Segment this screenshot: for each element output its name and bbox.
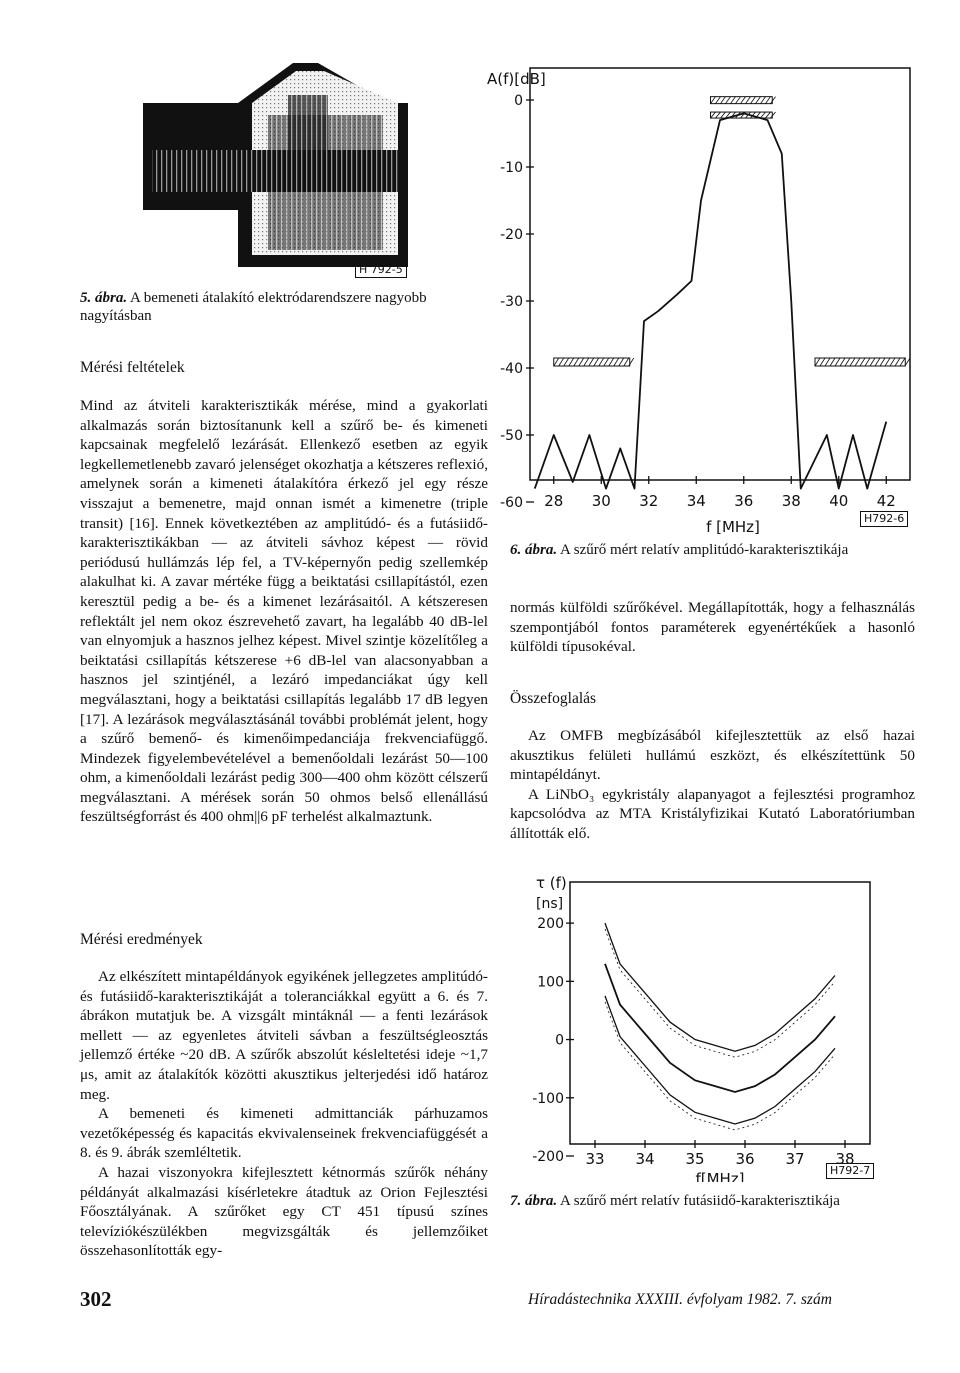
figure-6-tolerance-top-hatch bbox=[756, 97, 761, 104]
figure-7-frame bbox=[570, 882, 870, 1144]
figure-7-x-tick-label: 34 bbox=[635, 1150, 655, 1168]
figure-5-caption-label: 5. ábra. bbox=[80, 290, 128, 306]
figure-6-tolerance-right-hatch bbox=[875, 358, 880, 366]
figure-6-tolerance-right-hatch bbox=[885, 358, 890, 366]
figure-7-caption bbox=[510, 1192, 930, 1210]
figure-6-tolerance-top-hatch bbox=[721, 97, 726, 104]
figure-6-tolerance-right-hatch bbox=[825, 358, 830, 366]
figure-7-tag: H792-7 bbox=[826, 1163, 874, 1179]
figure-7-y-tick-label: 200 bbox=[537, 916, 564, 933]
figure-7-x-tick-label: 36 bbox=[735, 1150, 755, 1168]
figure-5-tag: H 792-5 bbox=[355, 262, 407, 278]
figure-7-y-tick-label: 0 bbox=[555, 1032, 564, 1049]
journal-footer: Híradástechnika XXXIII. évfolyam 1982. 7. szám bbox=[528, 1291, 832, 1308]
figure-6-tolerance-inner-hatch bbox=[761, 112, 766, 118]
figure-6-tolerance-top-hatch bbox=[741, 97, 746, 104]
figure-6-tolerance-left-hatch bbox=[589, 358, 594, 366]
figure-6-tolerance-left-hatch bbox=[554, 358, 559, 366]
figure-7-x-tick-label: 35 bbox=[685, 1150, 705, 1168]
figure-7-x-tick-label: 33 bbox=[585, 1150, 605, 1168]
figure-6-tolerance-inner-hatch bbox=[721, 112, 726, 118]
figure-7-y-tick-label: -200 bbox=[532, 1149, 564, 1165]
figure-6-tolerance-left-hatch bbox=[569, 358, 574, 366]
figure-6-tolerance-right-hatch bbox=[855, 358, 860, 366]
left-paragraph-4-text: A hazai viszonyokra kifejlesztett kétnormás szűrők néhány példányát alkalmazási kísérletekre átadtuk az Orion Fejlesztési Főosztályának. A szűrőket egy CT 451 típusú színes televíziókészülékben megvizsgálták és jellemzőiket összehasonlították egy- bbox=[80, 1163, 488, 1260]
figure-6-y-tick-label: -20 bbox=[500, 227, 523, 243]
left-paragraph-2 bbox=[80, 967, 488, 1261]
figure-6-response-curve bbox=[535, 113, 887, 488]
left-paragraph-3-text: A bemeneti és kimeneti admittanciák párhuzamos vezetőképesség és kapacitás ekvivalenseinek frekvenciafüggését a 8. és 9. ábrák szemléltetik. bbox=[80, 1105, 488, 1162]
figure-6-y-tick-label: -10 bbox=[500, 160, 523, 176]
figure-6-tolerance-right-hatch bbox=[870, 358, 875, 366]
right-paragraph-3-text: A LiNbO₃ egykristály alapanyagot a fejlesztési programhoz kapcsolódva az MTA Kristályfizikai Kutató Laboratóriumban állították elő. bbox=[510, 785, 915, 842]
figure-6-tag: H792-6 bbox=[860, 511, 908, 527]
figure-6-tolerance-left-hatch bbox=[599, 358, 604, 366]
figure-6-x-tick-label: 30 bbox=[591, 492, 611, 510]
figure-6-frame bbox=[530, 68, 910, 480]
figure-6-tolerance-right-hatch bbox=[880, 358, 885, 366]
page-number: 302 bbox=[80, 1287, 112, 1311]
figure-6-tolerance-left-hatch bbox=[579, 358, 584, 366]
figure-6-y-axis-label: A(f)[dB] bbox=[487, 70, 546, 88]
figure-6-tolerance-inner-hatch bbox=[766, 112, 771, 118]
figure-6-y-tick-label: -50 bbox=[500, 428, 523, 444]
figure-6-tolerance-right-hatch bbox=[865, 358, 870, 366]
figure-6-x-tick-label: 32 bbox=[639, 492, 659, 510]
figure-7-caption-text: A szűrő mért relatív futásiidő-karakterisztikája bbox=[560, 1193, 840, 1209]
figure-6-tolerance-right bbox=[815, 358, 905, 366]
figure-7-upper-tolerance-hatch bbox=[605, 929, 835, 1057]
heading-measurement-conditions: Mérési feltételek bbox=[80, 359, 185, 376]
figure-6-tolerance-top-hatch bbox=[771, 97, 776, 104]
figure-6-tolerance-right-hatch bbox=[835, 358, 840, 366]
figure-7-chart bbox=[520, 862, 880, 1182]
figure-6-tolerance-left-hatch bbox=[614, 358, 619, 366]
figure-6-tolerance-inner-hatch bbox=[771, 112, 776, 118]
figure-5-caption-text: A bemeneti átalakító elektródarendszere nagyobb nagyításban bbox=[80, 290, 427, 324]
figure-7-y-tick-label: -100 bbox=[532, 1090, 564, 1107]
figure-6-tolerance-left-hatch bbox=[609, 358, 614, 366]
figure-6-tolerance-inner-hatch bbox=[711, 112, 716, 118]
figure-6-tolerance-top-hatch bbox=[761, 97, 766, 104]
figure-6-y-tick-label: -40 bbox=[500, 361, 523, 377]
figure-6-chart bbox=[485, 60, 925, 540]
left-paragraph-2-text: Az elkészített mintapéldányok egyikének jellegzetes amplitúdó- és futásiidő-karakterisztikáját a toleranciákkal együtt a 6. és 7. ábrákon mutatjuk be. A vizsgált mintáknál — a fenti lezárások mellett — az egyenletes átviteli sávban a feszültségleosztás jellemző értéke ~20 dB. A szűrők abszolút késleltetési ideje ~1,7 μs, amit az átalakítók közötti akusztikus jelterjedési idő határoz meg. bbox=[80, 968, 488, 1103]
heading-measurement-results: Mérési eredmények bbox=[80, 931, 203, 948]
figure-6-x-tick-label: 28 bbox=[544, 492, 564, 510]
figure-7-caption-label: 7. ábra. bbox=[510, 1193, 558, 1209]
figure-7-delay-curve bbox=[605, 964, 835, 1092]
heading-summary: Összefoglalás bbox=[510, 690, 597, 707]
figure-6-tolerance-right-hatch bbox=[820, 358, 825, 366]
figure-6-x-tick-label: 40 bbox=[829, 492, 849, 510]
figure-5-caption bbox=[80, 289, 480, 325]
figure-6-tolerance-inner-hatch bbox=[716, 112, 721, 118]
figure-6-x-tick-label: 42 bbox=[876, 492, 896, 510]
figure-7-x-tick-label: 37 bbox=[785, 1150, 805, 1168]
figure-7-y-tick-label: 100 bbox=[537, 974, 564, 991]
figure-6-tolerance-top-hatch bbox=[736, 97, 741, 104]
figure-6-tolerance-left-hatch bbox=[574, 358, 579, 366]
figure-6-tolerance-right-hatch bbox=[890, 358, 895, 366]
figure-6-caption-text: A szűrő mért relatív amplitúdó-karakterisztikája bbox=[560, 542, 849, 558]
figure-6-tolerance-top-hatch bbox=[751, 97, 756, 104]
figure-7-x-axis-label: f[MHz] bbox=[695, 1170, 745, 1182]
figure-6-tolerance-left-hatch bbox=[624, 358, 629, 366]
right-paragraph-2-text: Az OMFB megbízásából kifejlesztettük az első hazai akusztikus felületi hullámú eszközt, és elkészítettünk 50 mintapéldányt. bbox=[510, 727, 915, 784]
figure-6-tolerance-right-hatch bbox=[815, 358, 820, 366]
figure-5-image bbox=[118, 55, 418, 275]
figure-6-tolerance-right-hatch bbox=[840, 358, 845, 366]
figure-7-lower-tolerance-hatch bbox=[605, 1002, 835, 1130]
figure-6-tolerance-left-hatch bbox=[619, 358, 624, 366]
figure-6-tolerance-right-hatch bbox=[860, 358, 865, 366]
figure-6-tolerance-right-hatch bbox=[845, 358, 850, 366]
figure-6-tolerance-left-hatch bbox=[564, 358, 569, 366]
left-paragraph-1-text: Mind az átviteli karakterisztikák mérése, mind a gyakorlati alkalmazás során biztosítanunk kell a szűrő be- és kimeneti kapcsainak megfelelő lezárását. Ellenkező esetben az egyik legkellemetlenebb zavaró jelenséget okozhatja a kétszeres reflexió, amelynek során a kimeneti átalakítóra érkező jel egy része visszajut a bemenetre, majd onnan ismét a kimenetre (triple transit) [16]. Ennek következtében az amplitúdó- és a futásiidő-karakterisztikákban — az átviteli sávhoz képest — rövid periódusú hullámzás lép fel, a TV-képernyőn pedig szellemkép alakulhat ki. A zavar mértéke függ a beiktatási csillapítástól, ezen keresztül pedig a be- és a kimenet lezárásaitól. A kétszeresen reflektált jel nem okoz észrevehető zavart, ha legalább 40 dB-lel van elnyomjuk a hasznos jelhez képest. Mivel szintje közelítőleg a beiktatási csillapítás kétszerese +6 dB-lel van alacsonyabban a hasznos jel szintjénél, a lezáró impedanciákat úgy kell megválasztani, hogy a beiktatási csillapítás legalább 17 dB legyen [17]. A lezárások megválasztásánál további problémát jelent, hogy a szűrő bemenő- és kimenőimpedanciája frekvenciafüggő. Mindezek figyelembevételével a bemenőoldali lezárást 50—100 ohm, a kimenőoldali lezárást pedig 300—400 ohm között célszerű megválasztani. A mérések során 50 ohmos belső ellenállású feszültségforrást és 400 ohm||6 pF terhelést alkalmaztunk. bbox=[80, 397, 488, 826]
figure-6-x-tick-label: 34 bbox=[686, 492, 706, 510]
figure-7-y-axis-unit: [ns] bbox=[536, 896, 564, 912]
figure-7-x-tick-label: 38 bbox=[835, 1150, 855, 1168]
figure-6-tolerance-right-hatch bbox=[900, 358, 905, 366]
figure-6-tolerance-top-hatch bbox=[746, 97, 751, 104]
figure-6-y-tick-label: 0 bbox=[514, 93, 523, 109]
figure-7-lower-tolerance bbox=[605, 996, 835, 1124]
figure-6-tolerance-right-hatch bbox=[830, 358, 835, 366]
figure-6-y-tick-label: -30 bbox=[500, 294, 523, 310]
left-paragraph-1 bbox=[80, 396, 488, 827]
figure-6-tolerance-top-hatch bbox=[766, 97, 771, 104]
figure-6-caption-label: 6. ábra. bbox=[510, 542, 558, 558]
figure-6-tolerance-left-hatch bbox=[594, 358, 599, 366]
figure-7-upper-tolerance bbox=[605, 923, 835, 1051]
figure-6-tolerance-top-hatch bbox=[731, 97, 736, 104]
figure-6-caption bbox=[510, 541, 920, 559]
figure-6-tolerance-top-hatch bbox=[716, 97, 721, 104]
figure-6-tolerance-top-hatch bbox=[711, 97, 716, 104]
right-paragraph-1 bbox=[510, 598, 915, 657]
figure-6-tolerance-left-hatch bbox=[604, 358, 609, 366]
figure-6-tolerance-right-hatch bbox=[895, 358, 900, 366]
figure-6-tolerance-left-hatch bbox=[584, 358, 589, 366]
figure-6-x-tick-label: 38 bbox=[781, 492, 801, 510]
right-paragraph-2 bbox=[510, 726, 915, 844]
figure-6-tolerance-top-hatch bbox=[726, 97, 731, 104]
figure-6-y-tick-label: -60 bbox=[500, 495, 523, 511]
figure-6-tolerance-left-hatch bbox=[559, 358, 564, 366]
figure-6-x-tick-label: 36 bbox=[734, 492, 754, 510]
figure-6-x-axis-label: f [MHz] bbox=[706, 518, 760, 536]
figure-6-tolerance-right-hatch bbox=[850, 358, 855, 366]
figure-7-y-axis-label: τ (f) bbox=[536, 874, 567, 892]
right-paragraph-1-text: normás külföldi szűrőkével. Megállapították, hogy a felhasználás szempontjából fontos paraméterek egyenértékűek a hasonló külföldi típusokéval. bbox=[510, 599, 915, 656]
